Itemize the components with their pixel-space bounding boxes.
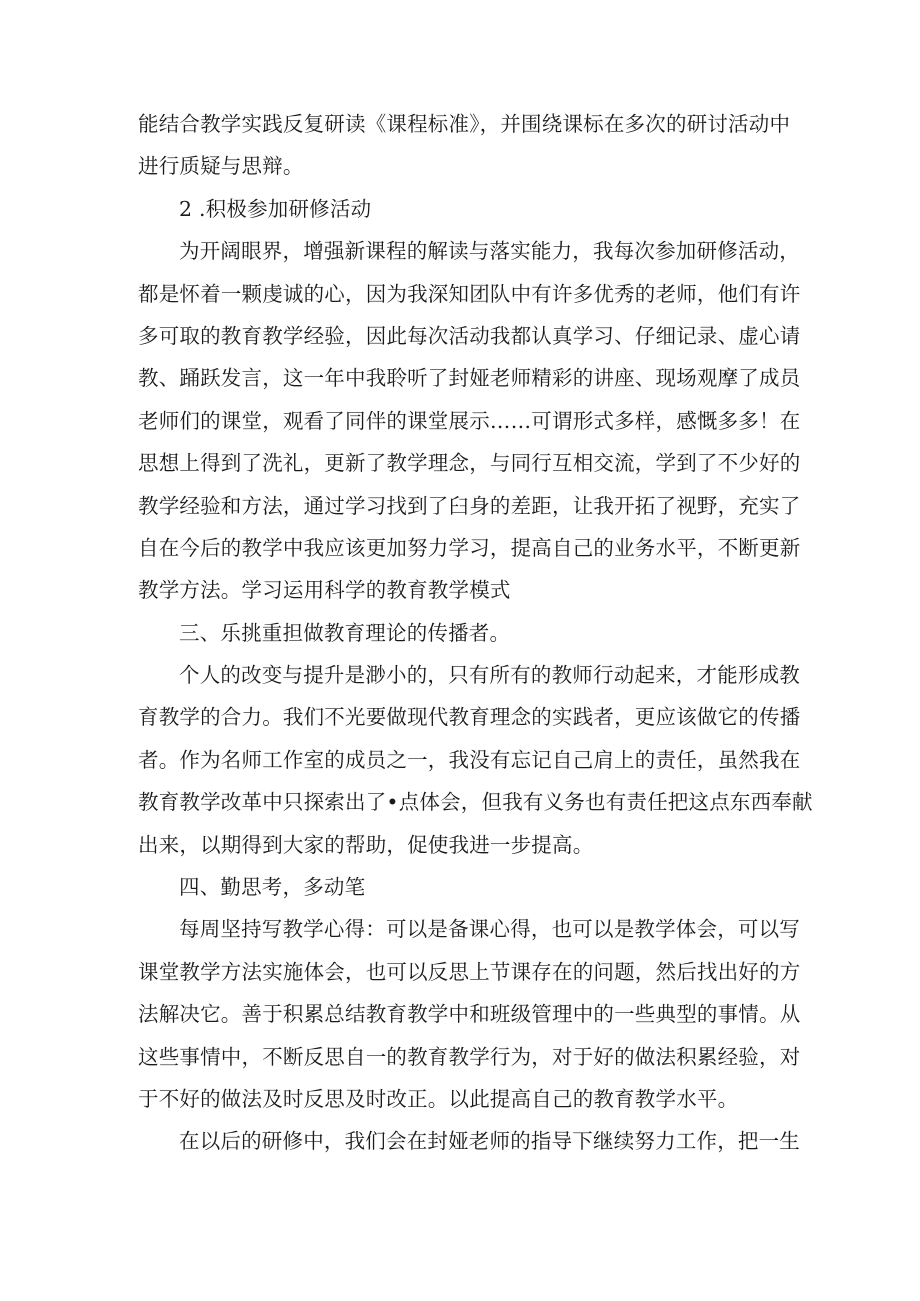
text-line-18: 出来，以期得到大家的帮助，促使我进一步提高。 bbox=[138, 832, 594, 857]
text-line-21: 课堂教学方法实施体会，也可以反思上节课存在的问题，然后找出好的方 bbox=[138, 959, 801, 984]
text-line-8: 老师们的课堂，观看了同伴的课堂展示……可谓形式多样，感慨多多！在 bbox=[138, 408, 801, 433]
text-line-10: 教学经验和方法，通过学习找到了臼身的差距，让我开拓了视野，充实了 bbox=[138, 493, 801, 518]
text-line-17: 教育教学改革中只探索出了•点体会，但我有义务也有责任把这点东西奉献 bbox=[138, 790, 813, 815]
text-line-22: 法解决它。善于积累总结教育教学中和班级管理中的一些典型的事情。从 bbox=[138, 1002, 801, 1027]
text-line-6: 多可取的教育教学经验，因此每次活动我都认真学习、仔细记录、虚心请 bbox=[138, 323, 801, 348]
text-line-23: 这些事情中，不断反思自一的教育教学行为，对于好的做法积累经验，对 bbox=[138, 1044, 801, 1069]
document-page bbox=[138, 103, 813, 1163]
text-line-9: 思想上得到了洗礼，更新了教学理念，与同行互相交流，学到了不少好的 bbox=[138, 451, 801, 476]
section-heading-4: 四、勤思考，多动笔 bbox=[179, 875, 366, 900]
section-heading-2: 2 .积极参加研修活动 bbox=[179, 196, 372, 221]
text-line-4: 为开阔眼界，增强新课程的解读与落实能力，我每次参加研修活动， bbox=[179, 239, 800, 264]
text-line-15: 育教学的合力。我们不光要做现代教育理念的实践者，更应该做它的传播 bbox=[138, 705, 801, 730]
text-line-7: 教、踊跃发言，这一年中我聆听了封娅老师精彩的讲座、现场观摩了成员 bbox=[138, 366, 801, 391]
text-line-1: 能结合教学实践反复研读《课程标准》，并围绕课标在多次的研讨活动中 bbox=[138, 112, 791, 136]
section-heading-3: 三、乐挑重担做教育理论的传播者。 bbox=[179, 620, 511, 645]
text-line-16: 者。作为名师工作室的成员之一，我没有忘记自己肩上的责任，虽然我在 bbox=[138, 747, 801, 772]
text-line-12: 教学方法。学习运用科学的教育教学模式 bbox=[138, 578, 511, 603]
text-line-25: 在以后的研修中，我们会在封娅老师的指导下继续努力工作，把一生 bbox=[179, 1129, 800, 1154]
text-line-11: 自在今后的教学中我应该更加努力学习，提高自己的业务水平，不断更新 bbox=[138, 535, 801, 560]
text-line-24: 于不好的做法及时反思及时改正。以此提高自己的教育教学水平。 bbox=[138, 1086, 739, 1111]
text-line-20: 每周坚持写教学心得：可以是备课心得，也可以是教学体会，可以写 bbox=[179, 917, 800, 942]
text-line-2: 进行质疑与思辩。 bbox=[138, 154, 304, 179]
text-line-14: 个人的改变与提升是渺小的，只有所有的教师行动起来，才能形成教 bbox=[179, 663, 800, 688]
text-line-5: 都是怀着一颗虔诚的心，因为我深知团队中有许多优秀的老师，他们有许 bbox=[138, 281, 801, 306]
